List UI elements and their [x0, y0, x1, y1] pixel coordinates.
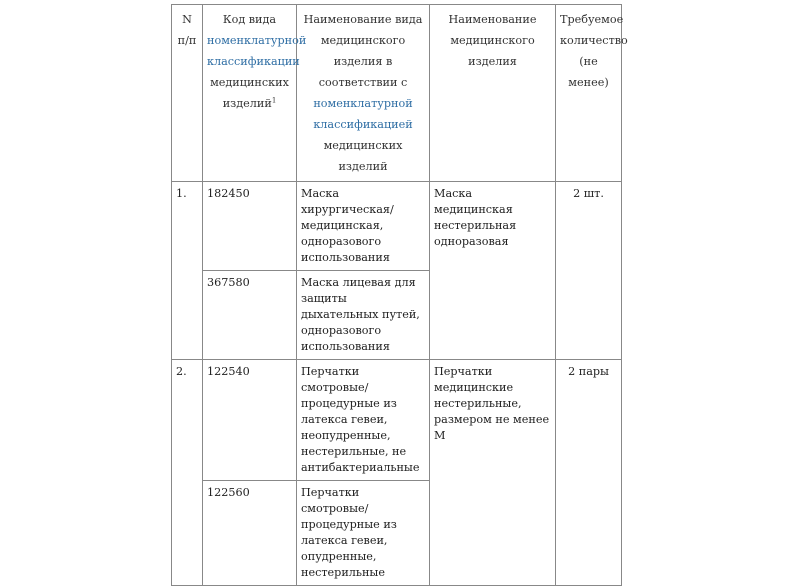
quantity: 2 пары: [556, 360, 622, 586]
item-code: 367580: [203, 271, 297, 360]
header-kind: [297, 5, 430, 182]
header-kind-pre: Наименование вида медицинского изделия в соответствии с: [303, 13, 423, 89]
table-row: [172, 182, 622, 271]
quantity: 2 шт.: [556, 182, 622, 360]
item-code: 122540: [203, 360, 297, 481]
product-name: Перчатки медицинские нестерильные, размером не менее М: [430, 360, 556, 586]
table-row: [172, 360, 622, 481]
item-kind: Перчатки смотровые/ процедурные из латекса гевеи, неопудренные, нестерильные, не антибактериальные: [297, 360, 430, 481]
item-kind: Перчатки смотровые/ процедурные из латекса гевеи, опудренные, нестерильные: [297, 481, 430, 586]
header-code-post: медицинских изделий: [210, 76, 289, 110]
table-header-row: [172, 5, 622, 182]
header-qty: Требуемое количество (не менее): [556, 5, 622, 182]
item-kind: Маска лицевая для защиты дыхательных путей, одноразового использования: [297, 271, 430, 360]
row-number: 2.: [172, 360, 203, 586]
nomenclature-classification-link[interactable]: номенклатурной классификацией: [313, 97, 413, 131]
row-number: 1.: [172, 182, 203, 360]
item-code: 122560: [203, 481, 297, 586]
footnote-ref[interactable]: 1: [271, 96, 277, 105]
medical-items-table: [171, 4, 628, 586]
item-code: 182450: [203, 182, 297, 271]
product-name: Маска медицинская нестерильная одноразовая: [430, 182, 556, 360]
header-code: [203, 5, 307, 182]
item-kind: Маска хирургическая/ медицинская, одноразового использования: [297, 182, 430, 271]
header-product: Наименование медицинского изделия: [430, 5, 556, 182]
nomenclature-link[interactable]: номенклатурной классификации: [207, 34, 307, 68]
header-kind-post: медицинских изделий: [323, 139, 403, 173]
header-code-pre: Код вида: [222, 13, 277, 26]
header-num: N п/п: [172, 5, 203, 182]
